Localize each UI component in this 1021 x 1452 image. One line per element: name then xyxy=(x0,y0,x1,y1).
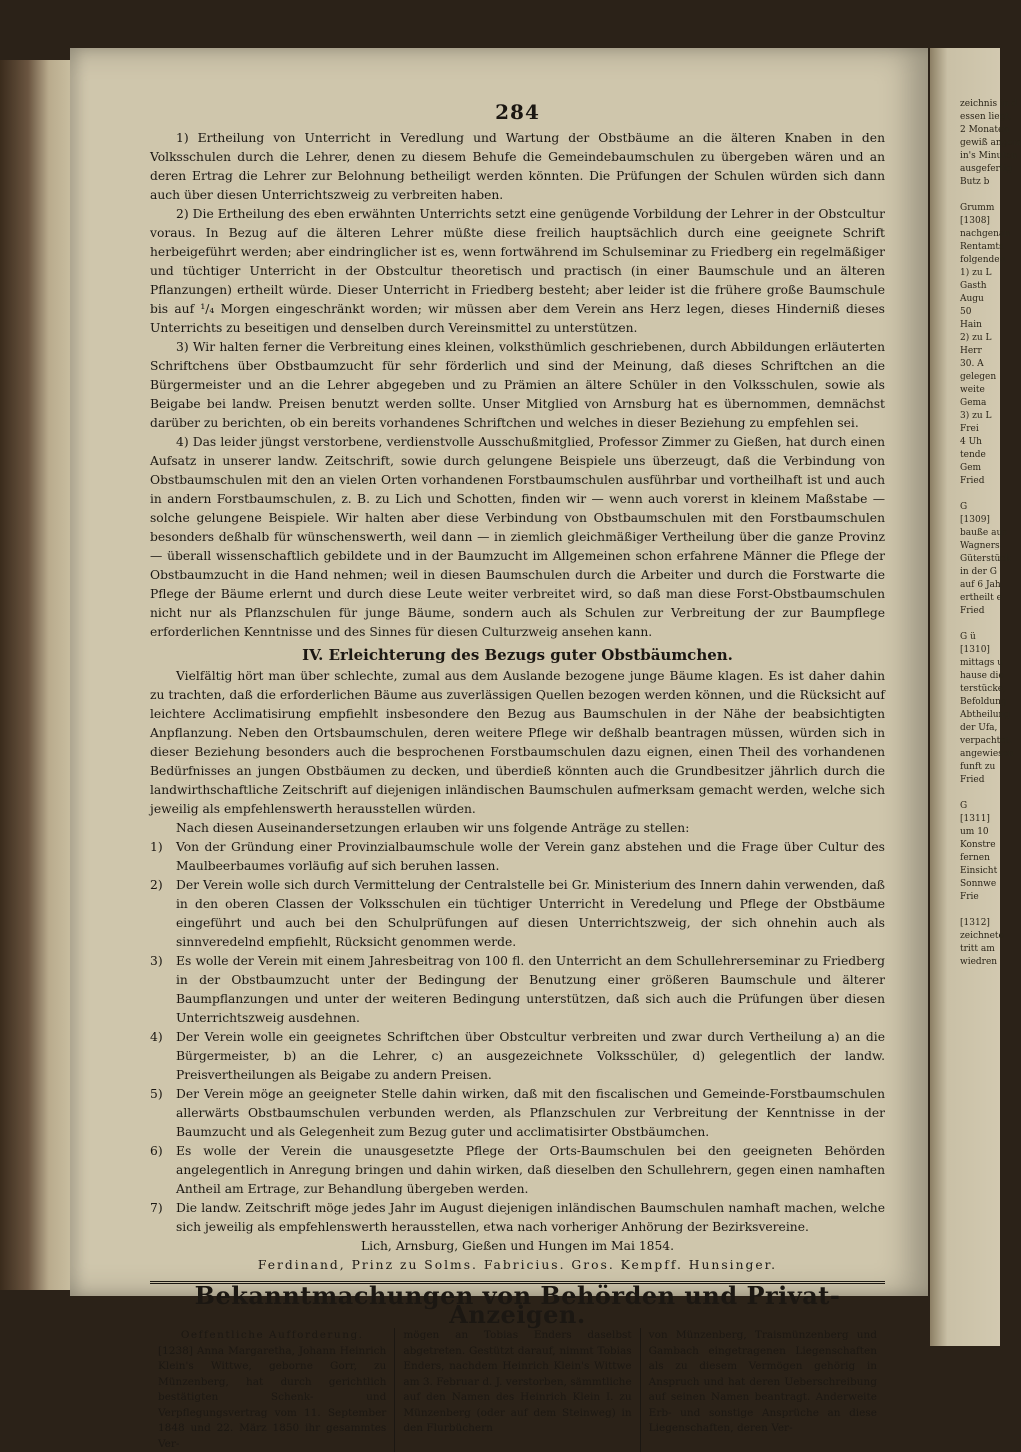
next-page-fragment: Grumm xyxy=(930,202,1000,215)
next-page-fragment: in's Minuten xyxy=(930,150,1000,163)
next-page-fragment: G ü xyxy=(930,631,1000,644)
next-page-fragment: zeichnis in d xyxy=(930,98,1000,111)
announcement-column-3 xyxy=(640,1328,885,1452)
next-page-fragment xyxy=(930,787,1000,800)
request-item xyxy=(150,838,885,876)
next-page-fragment: G xyxy=(930,800,1000,813)
section-heading: IV. Erleichterung des Bezugs guter Obstbäumchen. xyxy=(150,646,885,665)
announcement-text-1: [1238] Anna Margaretha, Johann Heinrich Klein's Wittwe, geborne Gorr, zu Münzenberg, hat durch gerichtlich bestätigten Schenk- und Verpflegungsvertrag vom 11. September 1848 und 22. März 1850 ihr gesammtes Ver- xyxy=(158,1344,386,1452)
next-page-fragment: Frei xyxy=(930,423,1000,436)
next-page-fragment: Augu xyxy=(930,293,1000,306)
announcement-text-2: mögen an Tobias Enders daselbst abgetreten. Gestützt darauf, nimmt Tobias Enders, nachdem Heinrich Klein's Wittwe am 3. Februar d. J. verstorben, sämmtliche auf den Namen des Heinrich Klein I. zu Münzenberg (oder auf dem Steinweg) in den Flurbüchern xyxy=(403,1328,631,1437)
next-page-fragment: Rentamts xyxy=(930,241,1000,254)
next-page-fragment: Gasth xyxy=(930,280,1000,293)
section-paragraph-2: Nach diesen Auseinandersetzungen erlauben wir uns folgende Anträge zu stellen: xyxy=(150,819,885,838)
request-text: Von der Gründung einer Provinzialbaumschule wolle der Verein ganz abstehen und die Frage über Cultur des Maulbeerbaumes vorläufig auf sich beruhen lassen. xyxy=(176,840,885,873)
section-paragraph-1: Vielfältig hört man über schlechte, zumal aus dem Auslande bezogene junge Bäume klagen. Es ist daher dahin zu trachten, daß die erforderlichen Bäume aus zuverlässigen Quellen bezogen werden können, und die Rücksicht auf leichtere Acclimatisirung empfiehlt insbesondere den Bezug aus Baumschulen in der Nähe der beabsichtigten Anpflanzung. Neben den Ortsbaumschulen, deren weitere Pflege wir deßhalb beantragen müssen, würden sich in dieser Beziehung besonders auch die besprochenen Forstbaumschulen dazu eignen, einen Theil des vorhandenen Bedürfnisses an jungen Obstbäumen zu decken, und überdieß könnten auch die Grundbesitzer jährlich durch die landwirthschaftliche Zeitschrift auf diejenigen inländischen Baumschulen aufmerksam gemacht werden, welche sich jeweilig als empfehlenswerth herausstellen würden. xyxy=(150,667,885,819)
next-page-fragment: zeichnete xyxy=(930,930,1000,943)
request-number: 1) xyxy=(150,838,163,857)
next-page-fragment: G xyxy=(930,501,1000,514)
request-item xyxy=(150,952,885,1028)
next-page-fragment: [1312] xyxy=(930,917,1000,930)
request-text: Der Verein wolle ein geeignetes Schriftchen über Obstcultur verbreiten und zwar durch Vertheilung a) an die Bürgermeister, b) an die Lehrer, c) an ausgezeichnete Volksschüler, d) gelegentlich der landw. Preisvertheilungen als Beigabe zu andern Preisen. xyxy=(176,1030,885,1082)
next-page-fragment: folgenden xyxy=(930,254,1000,267)
request-item xyxy=(150,876,885,952)
page xyxy=(70,48,928,1296)
next-page-fragment: Güterstück xyxy=(930,553,1000,566)
announcement-title: Oeffentliche Aufforderung. xyxy=(158,1328,386,1344)
request-number: 3) xyxy=(150,952,163,971)
next-page-fragment: Fried xyxy=(930,774,1000,787)
page-content xyxy=(150,48,885,1452)
next-page-fragment: 2 Monaten xyxy=(930,124,1000,137)
next-page-fragment: funft zu xyxy=(930,761,1000,774)
request-number: 2) xyxy=(150,876,163,895)
intro-paragraph-4: 4) Das leider jüngst verstorbene, verdienstvolle Ausschußmitglied, Professor Zimmer zu Gießen, hat durch einen Aufsatz in unserer landw. Zeitschrift, sowie durch gelungene Beispiele uns überzeugt, daß die Verbindung von Obstbaumschulen mit den an vielen Orten vorhandenen Forstbaumschulen ausführbar und vortheilhaft ist und auch in andern Forstbaumschulen, z. B. zu Lich und Schotten, finden wir — wenn auch vorerst in kleinem Maßstabe — solche gelungene Beispiele. Wir halten aber diese Verbindung von Obstbaumschulen mit den Forstbaumschulen besonders deßhalb für wünschenswerth, weil dann — in ziemlich gleichmäßiger Vertheilung über die ganze Provinz — überall wissenschaftlich gebildete und in der Baumzucht im Allgemeinen schon erfahrene Männer die Pflege der Obstbaumzucht in die Hand nehmen; weil in diesen Baumschulen durch die Arbeiter und durch die Forstwarte die Pflege der Bäume erlernt und durch diese Leute weiter verbreitet wird, so daß man diese Forst-Obstbaumschulen nicht nur als Pflanzschulen für junge Bäume, sondern auch als Schulen zur Verbreitung der zur Baumpflege erforderlichen Kenntnisse und des Sinnes für diesen Culturzweig ansehen kann. xyxy=(150,433,885,642)
request-item xyxy=(150,1085,885,1142)
next-page-fragment: 2) zu L xyxy=(930,332,1000,345)
next-page-fragment: 4 Uh xyxy=(930,436,1000,449)
next-page-fragment: Hain xyxy=(930,319,1000,332)
next-page-fragment: Butz b xyxy=(930,176,1000,189)
next-page-fragment: [1311] xyxy=(930,813,1000,826)
next-page-fragment: fernen xyxy=(930,852,1000,865)
intro-paragraph-3: 3) Wir halten ferner die Verbreitung eines kleinen, volksthümlich geschriebenen, durch Abbildungen erläuterten Schriftchens über Obstbaumzucht für sehr förderlich und sind der Meinung, daß dieses Schriftchen an die Bürgermeister und an die Lehrer abgegeben und zu Prämien an ältere Schüler in den Volksschulen, sowie als Beigabe bei landw. Preisen benutzt werden sollte. Unser Mitglied von Arnsburg hat es übernommen, demnächst darüber zu berichten, ob ein bereits vorhandenes Schriftchen und welches in dieser Beziehung zu empfehlen sei. xyxy=(150,338,885,433)
request-text: Die landw. Zeitschrift möge jedes Jahr im August diejenigen inländischen Baumschulen namhaft machen, welche sich jeweilig als empfehlenswerth herausstellen, etwa nach vorheriger Anhörung der Bezirksvereine. xyxy=(176,1201,885,1234)
next-page-fragment: Konstre xyxy=(930,839,1000,852)
next-page-fragment: tritt am xyxy=(930,943,1000,956)
next-page-fragment xyxy=(930,904,1000,917)
request-number: 6) xyxy=(150,1142,163,1161)
announcement-columns xyxy=(150,1328,885,1452)
next-page-fragment: ausgefertig xyxy=(930,163,1000,176)
next-page-fragment: Abtheilung xyxy=(930,709,1000,722)
next-page-fragment: ertheilt e xyxy=(930,592,1000,605)
request-item xyxy=(150,1142,885,1199)
next-page-fragment: 1) zu L xyxy=(930,267,1000,280)
next-page-fragment: terstücke, xyxy=(930,683,1000,696)
requests-list xyxy=(150,838,885,1237)
next-page-fragment: 30. A xyxy=(930,358,1000,371)
signers: Ferdinand, Prinz zu Solms. Fabricius. Gros. Kempff. Hunsinger. xyxy=(150,1256,885,1275)
request-number: 4) xyxy=(150,1028,163,1047)
next-page-fragment: auf 6 Jah xyxy=(930,579,1000,592)
announcement-column-1 xyxy=(150,1328,394,1452)
intro-paragraph-1: 1) Ertheilung von Unterricht in Veredlung und Wartung der Obstbäume an die älteren Knaben in den Volksschulen durch die Lehrer, denen zu diesem Behufe die Gemeindebaumschulen zu übergeben wären und an deren Ertrag die Lehrer zur Belohnung betheiligt werden könnten. Die Prüfungen der Schulen würden sich dann auch über diesen Unterrichtszweig zu verbreiten haben. xyxy=(150,129,885,205)
intro-paragraph-2: 2) Die Ertheilung des eben erwähnten Unterrichts setzt eine genügende Vorbildung der Lehrer in der Obstcultur voraus. In Bezug auf die älteren Lehrer müßte diese freilich hauptsächlich durch eine geeignete Schrift herbeigeführt werden; aber eindringlicher ist es, wenn fortwährend im Schulseminar zu Friedberg ein regelmäßiger und tüchtiger Unterricht in der Obstcultur theoretisch und practisch (in einer Baumschule und an älteren Pflanzungen) ertheilt würde. Dieser Unterricht in Friedberg besteht; aber leider ist die frühere große Baumschule bis auf ¹/₄ Morgen eingeschränkt worden; wir müssen aber dem Verein ans Herz legen, dieses Hinderniß dieses Unterrichts zu beseitigen und denselben durch Vereinsmittel zu unterstützen. xyxy=(150,205,885,338)
next-page-fragment: angewiesen xyxy=(930,748,1000,761)
next-page-fragment: gewiß angem xyxy=(930,137,1000,150)
announcement-column-2 xyxy=(394,1328,639,1452)
next-page-fragment: um 10 xyxy=(930,826,1000,839)
request-item xyxy=(150,1199,885,1237)
next-page-fragment: Einsicht xyxy=(930,865,1000,878)
next-page-fragment: Frie xyxy=(930,891,1000,904)
announcements-heading: Bekanntmachungen von Behörden und Privat-Anzeigen. xyxy=(150,1286,885,1324)
next-page-fragment: Wagners xyxy=(930,540,1000,553)
next-page-fragment: in der G xyxy=(930,566,1000,579)
next-page-fragment: [1310] xyxy=(930,644,1000,657)
next-page-fragment: Fried xyxy=(930,475,1000,488)
next-page-fragment: nachgenan xyxy=(930,228,1000,241)
request-text: Der Verein möge an geeigneter Stelle dahin wirken, daß mit den fiscalischen und Gemeinde-Forstbaumschulen allerwärts Obstbaumschulen verbunden werden, als Pflanzschulen zur Verbreitung der Kenntnisse in der Baumzucht und als Gelegenheit zum Bezug guter und acclimatisirter Obstbäumchen. xyxy=(176,1087,885,1139)
next-page-fragment: hause die xyxy=(930,670,1000,683)
next-page-fragment: wiedren xyxy=(930,956,1000,969)
next-page-fragment: [1308] xyxy=(930,215,1000,228)
page-number: 284 xyxy=(150,103,885,129)
next-page-fragment: 50 xyxy=(930,306,1000,319)
request-item xyxy=(150,1028,885,1085)
next-page-fragment: mittags u xyxy=(930,657,1000,670)
next-page-fragment: Gem xyxy=(930,462,1000,475)
next-page-fragment: der Ufa, xyxy=(930,722,1000,735)
next-page-fragment: gelegen xyxy=(930,371,1000,384)
book-edge xyxy=(0,60,70,1290)
next-page-fragment xyxy=(930,189,1000,202)
next-page-fragment: tende xyxy=(930,449,1000,462)
place-date: Lich, Arnsburg, Gießen und Hungen im Mai 1854. xyxy=(150,1237,885,1256)
next-page-fragment: [1309] xyxy=(930,514,1000,527)
request-text: Der Verein wolle sich durch Vermittelung der Centralstelle bei Gr. Ministerium des Innern dahin verwenden, daß in den oberen Classen der Volksschulen ein tüchtiger Unterricht in Veredelung und Pflege der Obstbäume eingeführt und auch bei den Schulprüfungen auf diesen Unterrichtszweig, der sich ohnehin auch als sinnveredelnd empfiehlt, Rücksicht genommen werde. xyxy=(176,878,885,949)
request-number: 7) xyxy=(150,1199,163,1218)
next-page-fragment: Gema xyxy=(930,397,1000,410)
next-page-fragment: verpachtet. xyxy=(930,735,1000,748)
next-page-fragment: weite xyxy=(930,384,1000,397)
next-page-fragment: essen liegt, xyxy=(930,111,1000,124)
next-page-fragment: 3) zu L xyxy=(930,410,1000,423)
announcement-text-3: von Münzenberg, Traismünzenberg und Gambach eingetragenen Liegenschaften als zu diesem Vermögen gehörig in Anspruch und hat deren Ueberschreibung auf seinen Namen beantragt. Anderweite Erb- und sonstige Ansprüche an diese Liegenschaften, deren Ver- xyxy=(649,1328,877,1437)
next-page-edge xyxy=(930,48,1000,1346)
next-page-fragment: Befoldung xyxy=(930,696,1000,709)
next-page-fragment: Herr xyxy=(930,345,1000,358)
next-page-fragment: Fried xyxy=(930,605,1000,618)
next-page-fragment: bauße aus xyxy=(930,527,1000,540)
next-page-fragment: Sonnwe xyxy=(930,878,1000,891)
request-text: Es wolle der Verein mit einem Jahresbeitrag von 100 fl. den Unterricht an dem Schullehrerseminar zu Friedberg in der Obstbaumzucht unter der Bedingung der Benutzung einer größeren Baumschule und älterer Baumpflanzungen und unter der weiteren Bedingung unterstützen, daß sich auch die Prüfungen über diesen Unterrichtszweig ausdehnen. xyxy=(176,954,885,1025)
request-number: 5) xyxy=(150,1085,163,1104)
request-text: Es wolle der Verein die unausgesetzte Pflege der Orts-Baumschulen bei den geeigneten Behörden angelegentlich in Anregung bringen und dahin wirken, daß dieselben den Schullehrern, gegen einen namhaften Antheil am Ertrage, zur Behandlung übergeben werden. xyxy=(176,1144,885,1196)
next-page-fragment xyxy=(930,618,1000,631)
next-page-fragment xyxy=(930,488,1000,501)
